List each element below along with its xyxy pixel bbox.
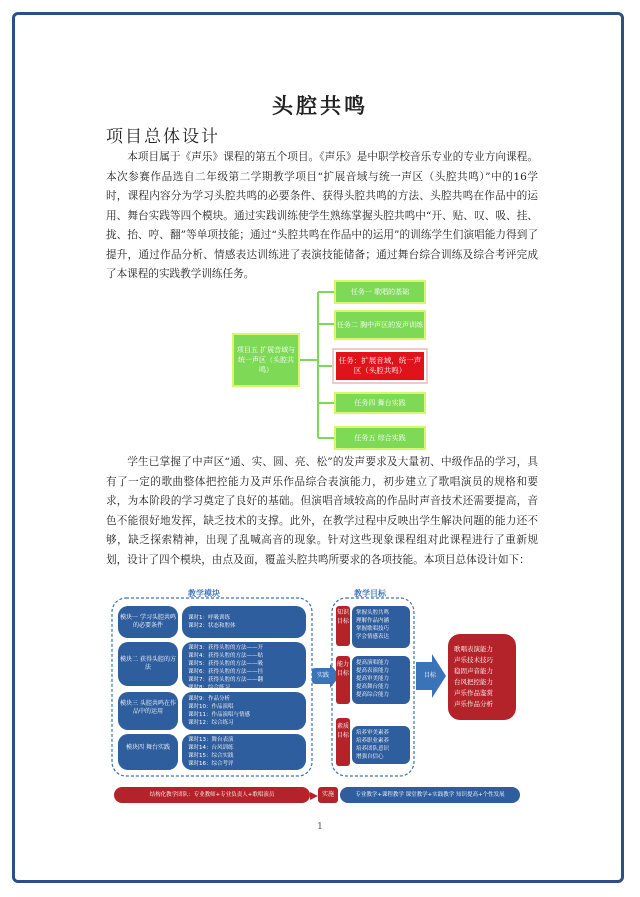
task-item-3-highlight: 任务：扩展音域，统一声区（头腔共鸣） (334, 350, 426, 382)
team-bar: 结构化教学团队：专业教师+专业负责人+歌唱演员 (114, 787, 310, 803)
goal-knowledge-label: 知识目标 (336, 606, 350, 646)
goal-knowledge-items: 掌握头腔共鸣 理解作品内涵 掌握歌唱技巧 学会情感表达 (352, 606, 410, 648)
goal-ability-label: 能力目标 (336, 656, 350, 704)
page-number: 1 (317, 822, 323, 832)
outcomes-panel: 歌唱表演能力 声乐技术技巧 稳固声音能力 台风把控能力 声乐作品鉴赏 声乐作品分析 (448, 634, 516, 720)
goal-ability-items: 提高演唱能力 提高表演能力 提高审美能力 提高舞台能力 提高综合能力 (352, 656, 410, 704)
task-root: 项目五 扩展音域与统一声区（头腔共鸣） (232, 333, 300, 387)
practice-tag: 实践 (312, 668, 334, 684)
module-4-items: 课时13：舞台表演 课时14：台风训练 课时15：综合实践 课时16：综合考评 (182, 734, 306, 770)
modules-header: 教学模块 (188, 589, 220, 598)
section-heading: 项目总体设计 (106, 127, 220, 147)
module-1-items: 课时1：呼吸训练 课时2：状态和腔体 (182, 606, 306, 638)
module-3-items: 课时9：作品分析 课时10：作品演唱 课时11：作品演唱与情感 课时12：综合练习 (182, 692, 306, 730)
task-item-2: 任务二 胸中声区的发声训练 (334, 310, 426, 340)
module-4-label: 模块四 舞台实践 (118, 734, 178, 770)
task-item-4: 任务四 舞台实践 (334, 392, 426, 414)
goals-header: 教学目标 (354, 589, 386, 598)
task-item-5: 任务五 综合实践 (334, 426, 426, 450)
target-tag: 目标 (418, 668, 442, 684)
goal-quality-items: 培养审美素养 培养职业素养 培养团队意识 增强自信心 (352, 726, 410, 764)
teaching-bar: 专业教学+课程教学 课堂教学+实践教学 知识提高+个性发展 (340, 787, 520, 803)
module-3-label: 模块三 头腔共鸣在作品中的运用 (118, 692, 178, 730)
task-item-1: 任务一 歌唱的基础 (334, 280, 426, 304)
goal-quality-label: 素质目标 (336, 718, 350, 766)
module-2-label: 模块二 获得头腔的方法 (118, 642, 178, 686)
implement-tag: 实施 (318, 787, 338, 803)
paragraph-analysis: 学生已掌握了中声区“通、实、圆、亮、松”的发声要求及大量初、中级作品的学习，具有了一定的歌曲整体把控能力及声乐作品综合表演能力，初步建立了歌唱演员的规格和要求，为本阶段的学习奠定了良好的基础。但演唱音域较高的作品时声音技术还需要提高，音色不能很好地发挥，缺乏技术的支撑。此外，在教学过程中反映出学生解决问题的能力还不够，缺乏探索精神，出现了乱喊高音的现象。针对这些现象课程组对此课程进行了重新规划，设计了四个模块，由点及面，覆盖头腔共鸣所要求的各项技能。本项目总体设计如下： (106, 456, 538, 566)
paragraph-intro: 本项目属于《声乐》课程的第五个项目。《声乐》是中职学校音乐专业的专业方向课程。本次参赛作品选自二年级第二学期教学项目“扩展音域与统一声区（头腔共鸣）”中的16学时，课程内容分为学习头腔共鸣的必要条件、获得头腔共鸣的方法、头腔共鸣在作品中的运用、舞台实践等四个模块。通过实践训练使学生熟练掌握头腔共鸣中“开、贴、叹、吸、挂、拢、抬、哼、翻”等单项技能；通过“头腔共鸣在作品中的运用”的训练学生们演唱能力得到了提升，通过作品分析、情感表达训练进了表演技能储备；通过舞台综合训练及综合考评完成了本课程的实践教学训练任务。 (106, 151, 538, 280)
module-2-items: 课时3：获得头腔的方法——开 课时4：获得头腔的方法——贴 课时5：获得头腔的方法——吸 课时6：获得头腔的方法——挂 课时7：获得头腔的方法——翻 课时8：综合练习 (182, 642, 306, 688)
module-1-label: 模块一 学习头腔共鸣的必要条件 (118, 606, 178, 638)
page-title: 头腔共鸣 (272, 94, 368, 118)
